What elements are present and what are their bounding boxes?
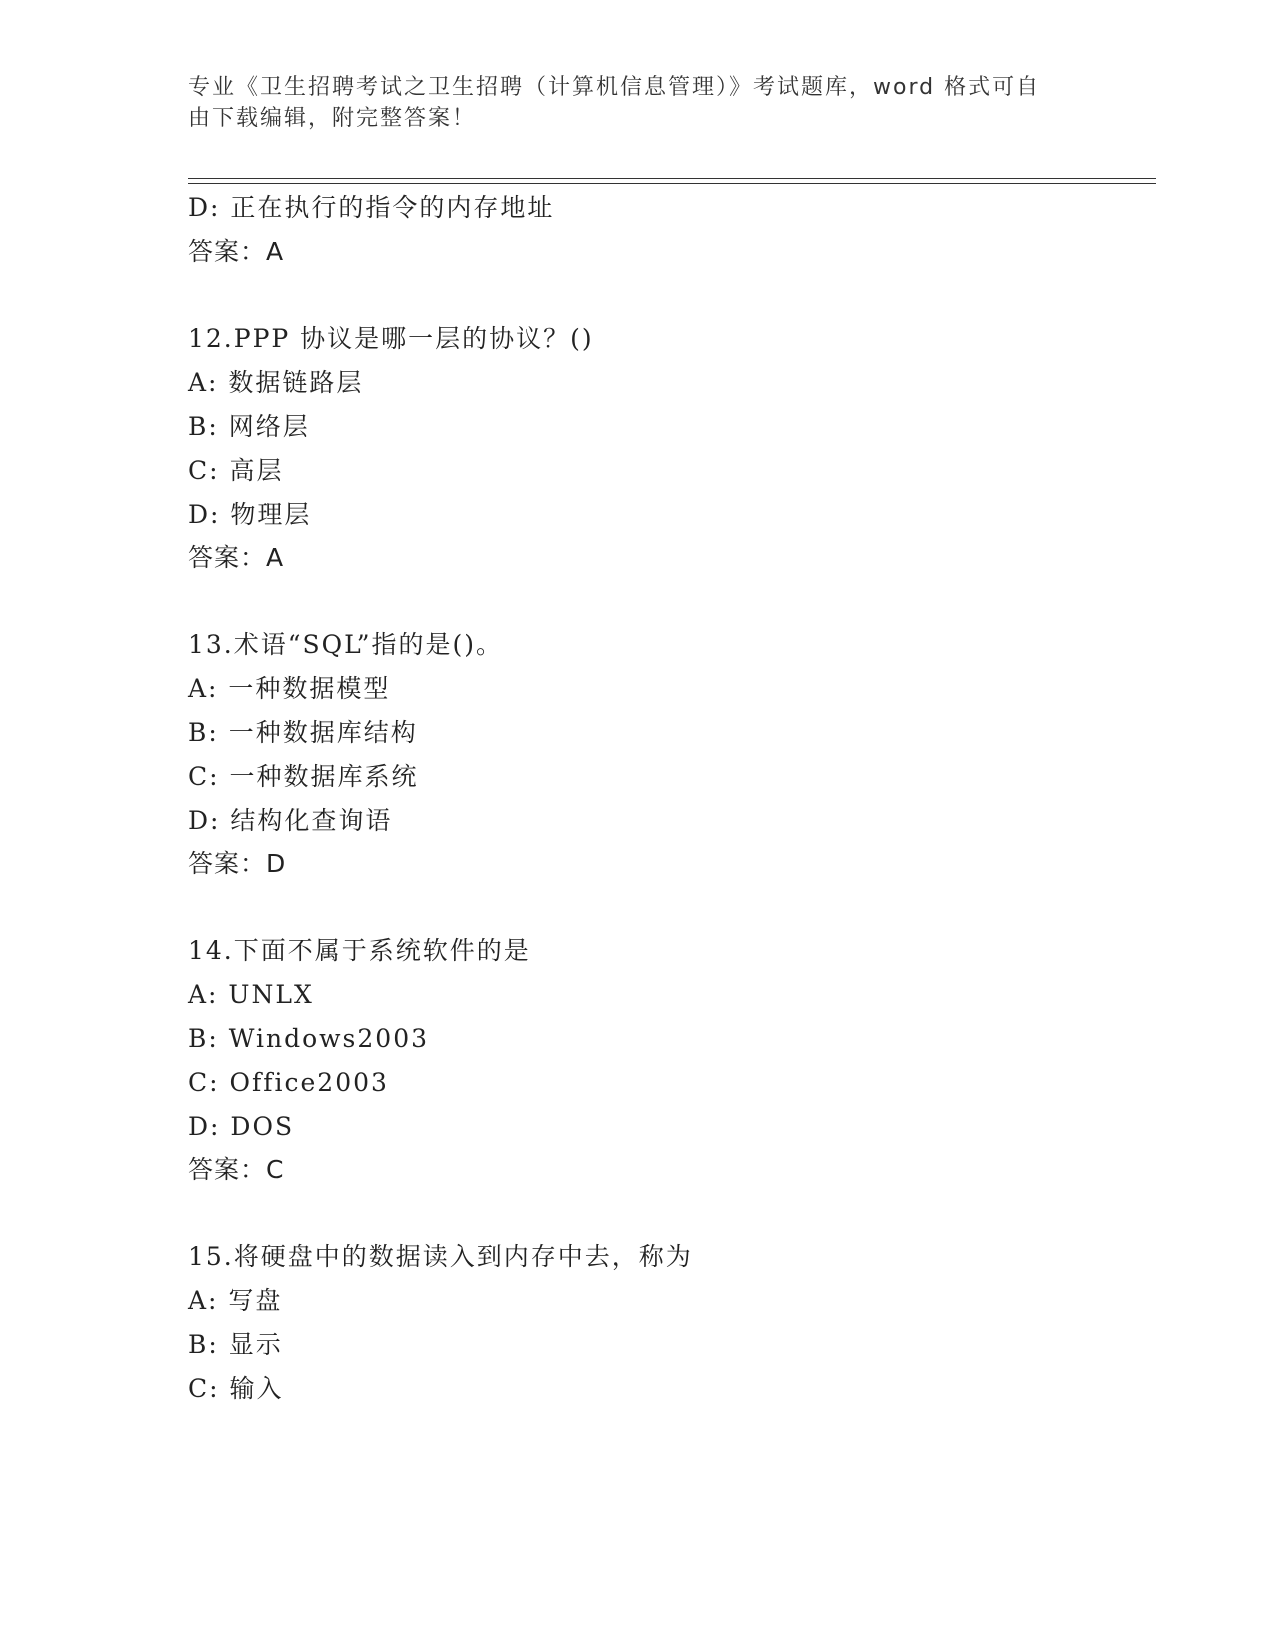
q14-option-c: C: Office2003 [188, 1068, 389, 1097]
q13-question: 13.术语“SQL”指的是()。 [188, 630, 504, 659]
q12-option-b: B: 网络层 [188, 412, 310, 441]
q12-question: 12.PPP 协议是哪一层的协议？() [188, 324, 594, 353]
q12-option-c: C: 高层 [188, 456, 284, 485]
document-header [188, 72, 1068, 134]
q15-option-a: A: 写盘 [188, 1286, 283, 1315]
q14-option-d: D: DOS [188, 1112, 295, 1141]
q12-option-a: A: 数据链路层 [188, 368, 364, 397]
q11-answer: 答案：A [188, 237, 285, 266]
q14-option-b: B: Windows2003 [188, 1024, 430, 1053]
header-line-1: 专业《卫生招聘考试之卫生招聘（计算机信息管理）》考试题库，word 格式可自 [188, 75, 1041, 100]
q13-option-c: C: 一种数据库系统 [188, 762, 419, 791]
q12-option-d: D: 物理层 [188, 500, 312, 529]
q13-option-a: A: 一种数据模型 [188, 674, 391, 703]
q13-option-b: B: 一种数据库结构 [188, 718, 418, 747]
q14-answer: 答案：C [188, 1155, 285, 1184]
q15-option-b: B: 显示 [188, 1330, 283, 1359]
q14-question: 14.下面不属于系统软件的是 [188, 936, 531, 965]
q15-option-c: C: 输入 [188, 1374, 284, 1403]
q14-option-a: A: UNLX [188, 980, 314, 1009]
q12-answer: 答案：A [188, 543, 285, 572]
header-line-2: 由下载编辑，附完整答案！ [188, 106, 477, 131]
q13-answer: 答案：D [188, 849, 287, 878]
header-divider-bottom [188, 183, 1156, 184]
q11-option-d: D: 正在执行的指令的内存地址 [188, 193, 555, 222]
q13-option-d: D: 结构化查询语 [188, 806, 393, 835]
q15-question: 15.将硬盘中的数据读入到内存中去，称为 [188, 1242, 693, 1271]
header-divider-top [188, 178, 1156, 179]
